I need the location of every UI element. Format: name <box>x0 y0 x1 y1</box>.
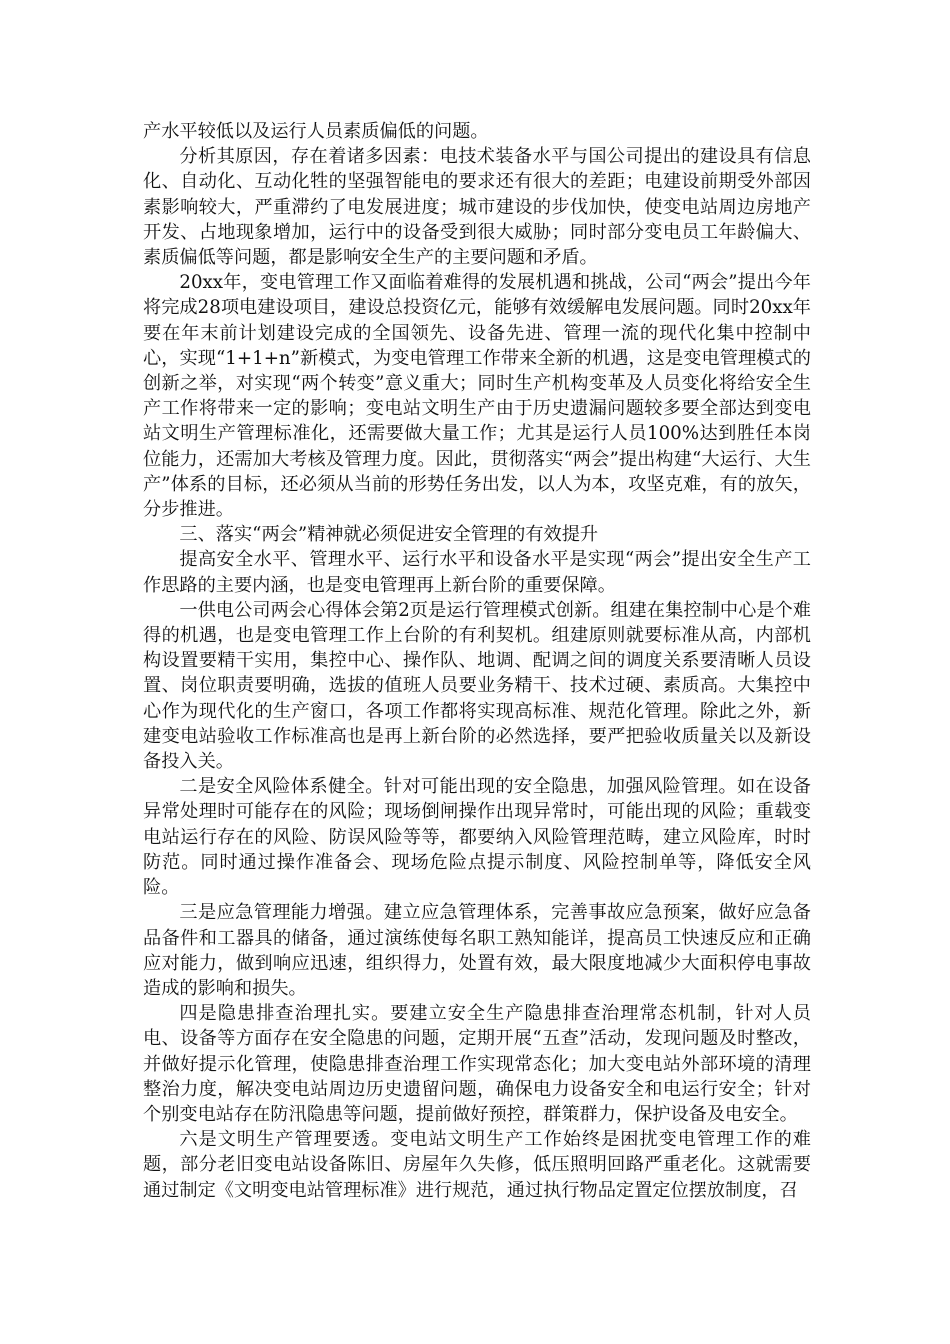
paragraph: 20xx年，变电管理工作又面临着难得的发展机遇和挑战，公司“两会”提出今年将完成28项电建设项目，建设总投资亿元，能够有效缓解电发展问题。同时20xx年要在年末前计划建设完成的全国领先、设备先进、管理一流的现代化集中控制中心，实现“1+1+n”新模式，为变电管理工作带来全新的机遇，这是变电管理模式的创新之举，对实现“两个转变”意义重大；同时生产机构变革及人员变化将给安全生产工作将带来一定的影响；变电站文明生产由于历史遗漏问题较多要全部达到变电站文明生产管理标准化，还需要做大量工作；尤其是运行人员100%达到胜任本岗位能力，还需加大考核及管理力度。因此，贯彻落实“两会”提出构建“大运行、大生产”体系的目标，还必须从当前的形势任务出发，以人为本，攻坚克难，有的放矢，分步推进。 <box>143 272 811 521</box>
paragraph: 三是应急管理能力增强。建立应急管理体系，完善事故应急预案，做好应急备品备件和工器具的储备，通过演练使每名职工熟知能详，提高员工快速反应和正确应对能力，做到响应迅速，组织得力，处置有效，最大限度地减少大面积停电事故造成的影响和损失。 <box>143 902 811 999</box>
paragraph: 分析其原因，存在着诸多因素：电技术装备水平与国公司提出的建设具有信息化、自动化、互动化牲的坚强智能电的要求还有很大的差距；电建设前期受外部因素影响较大，严重滞约了电发展进度；城市建设的步伐加快，使变电站周边房地产开发、占地现象增加，运行中的设备受到很大威胁；同时部分变电员工年龄偏大、素质偏低等问题，都是影响安全生产的主要问题和矛盾。 <box>143 146 811 269</box>
document-page <box>143 119 811 1203</box>
section-heading: 三、落实“两会”精神就必须促进安全管理的有效提升 <box>179 524 599 546</box>
paragraph: 四是隐患排查治理扎实。要建立安全生产隐患排查治理常态机制，针对人员电、设备等方面存在安全隐患的问题，定期开展“五查”活动，发现问题及时整改，并做好提示化管理，使隐患排查治理工作实现常态化；加大变电站外部环境的清理整治力度，解决变电站周边历史遗留问题，确保电力设备安全和电运行安全；针对个别变电站存在防汛隐患等问题，提前做好预控，群策群力，保护设备及电安全。 <box>143 1003 811 1125</box>
paragraph: 一供电公司两会心得体会第2页是运行管理模式创新。组建在集控制中心是个难得的机遇，也是变电管理工作上台阶的有利契机。组建原则就要标准从高，内部机构设置要精干实用，集控中心、操作队、地调、配调之间的调度关系要清晰人员设置、岗位职责要明确，选拔的值班人员要业务精干、技术过硬、素质高。大集控中心作为现代化的生产窗口，各项工作都将实现高标准、规范化管理。除此之外，新建变电站验收工作标准高也是再上新台阶的必然选择，要严把验收质量关以及新设备投入关。 <box>143 599 811 773</box>
paragraph: 二是安全风险体系健全。针对可能出现的安全隐患，加强风险管理。如在设备异常处理时可能存在的风险；现场倒闸操作出现异常时，可能出现的风险；重载变电站运行存在的风险、防误风险等等，都要纳入风险管理范畴，建立风险库，时时防范。同时通过操作准备会、现场危险点提示制度、风险控制单等，降低安全风险。 <box>143 776 811 899</box>
paragraph: 六是文明生产管理要透。变电站文明生产工作始终是困扰变电管理工作的难题，部分老旧变电站设备陈旧、房屋年久失修，低压照明回路严重老化。这就需要通过制定《文明变电站管理标准》进行规范，通过执行物品定置定位摆放制度，召 <box>143 1129 811 1201</box>
paragraph: 提高安全水平、管理水平、运行水平和设备水平是实现“两会”提出安全生产工作思路的主要内涵，也是变电管理再上新台阶的重要保障。 <box>143 549 811 596</box>
paragraph: 产水平较低以及运行人员素质偏低的问题。 <box>143 121 489 142</box>
